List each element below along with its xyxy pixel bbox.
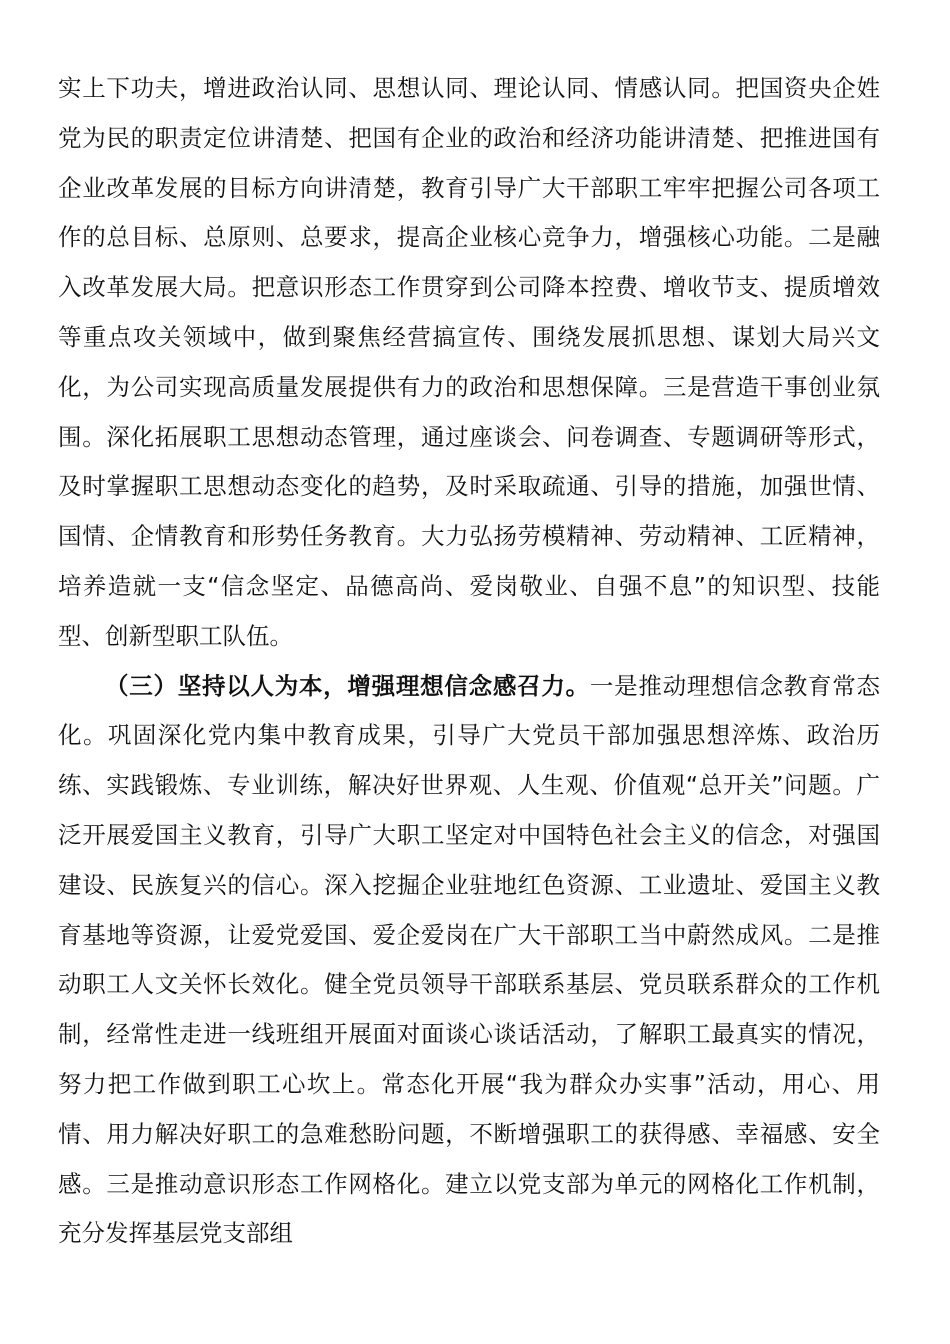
section-3-paragraph [58, 662, 880, 1260]
paragraph-continuation: 实上下功夫，增进政治认同、思想认同、理论认同、情感认同。把国资央企姓党为民的职责定位讲清楚、把国有企业的政治和经济功能讲清楚、把推进国有企业改革发展的目标方向讲清楚，教育引导广大干部职工牢牢把握公司各项工作的总目标、总原则、总要求，提高企业核心竞争力，增强核心功能。二是融入改革发展大局。把意识形态工作贯穿到公司降本控费、增收节支、提质增效等重点攻关领域中，做到聚焦经营搞宣传、围绕发展抓思想、谋划大局兴文化，为公司实现高质量发展提供有力的政治和思想保障。三是营造干事创业氛围。深化拓展职工思想动态管理，通过座谈会、问卷调查、专题调研等形式，及时掌握职工思想动态变化的趋势，及时采取疏通、引导的措施，加强世情、国情、企情教育和形势任务教育。大力弘扬劳模精神、劳动精神、工匠精神，培养造就一支“信念坚定、品德高尚、爱岗敬业、自强不息”的知识型、技能型、创新型职工队伍。 [58, 74, 880, 650]
section-3-body: 一是推动理想信念教育常态化。巩固深化党内集中教育成果，引导广大党员干部加强思想淬炼、政治历练、实践锻炼、专业训练，解决好世界观、人生观、价值观“总开关”问题。广泛开展爱国主义教育，引导广大职工坚定对中国特色社会主义的信念，对强国建设、民族复兴的信心。深入挖掘企业驻地红色资源、工业遗址、爱国主义教育基地等资源，让爱党爱国、爱企爱岗在广大干部职工当中蔚然成风。二是推动职工人文关怀长效化。健全党员领导干部联系基层、党员联系群众的工作机制，经常性走进一线班组开展面对面谈心谈话活动，了解职工最真实的情况，努力把工作做到职工心坎上。常态化开展“我为群众办实事”活动，用心、用情、用力解决好职工的急难愁盼问题，不断增强职工的获得感、幸福感、安全感。三是推动意识形态工作网格化。建立以党支部为单元的网格化工作机制，充分发挥基层党支部组 [58, 671, 881, 1248]
document-page [58, 64, 880, 1259]
section-3-heading: （三）坚持以人为本，增强理想信念感召力。 [105, 671, 590, 700]
